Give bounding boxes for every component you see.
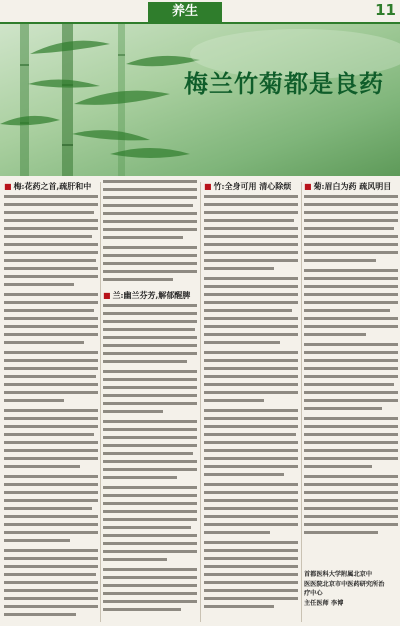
column-divider (200, 182, 201, 622)
column-4 (304, 178, 398, 626)
credit-line: 疗中心 (304, 590, 323, 597)
bullet-icon: ■ (304, 181, 312, 191)
section-heading-orchid (103, 290, 197, 301)
headline: 梅兰竹菊都是良药 (184, 69, 384, 98)
text-lines (204, 195, 298, 625)
credit-line: 首都医科大学附属北京中 (304, 571, 373, 578)
section-heading-text: 梅:花药之首,疏肝和中 (13, 181, 92, 191)
column-divider (100, 182, 101, 622)
article-body (0, 178, 400, 626)
column-3 (204, 178, 298, 626)
credit-line: 主任医师 李博 (304, 599, 344, 607)
section-heading-text: 兰:幽兰芬芳,解郁醒脾 (112, 290, 191, 300)
lead-paragraph (208, 100, 386, 170)
column-divider (301, 182, 302, 622)
hero-photo (0, 24, 400, 176)
section-label: 养生 (148, 2, 222, 22)
section-heading-text: 竹:全身可用 清心除烦 (213, 181, 292, 191)
section-heading-text: 菊:眉白为药 疏风明目 (313, 181, 392, 191)
bullet-icon: ■ (103, 290, 111, 300)
section-heading-chrysanthemum (304, 181, 398, 192)
column-1 (4, 178, 98, 626)
column-2 (103, 178, 197, 626)
bullet-icon: ■ (204, 181, 212, 191)
bullet-icon: ■ (4, 181, 12, 191)
page-header (0, 0, 400, 22)
text-lines (4, 195, 98, 626)
section-heading-plum (4, 181, 98, 192)
text-lines (304, 195, 398, 567)
page-number: 11 (375, 1, 396, 19)
author-credit (304, 570, 398, 608)
text-lines (103, 304, 197, 626)
section-heading-bamboo (204, 181, 298, 192)
credit-line: 医医院北京市中医药研究所治 (304, 580, 385, 588)
